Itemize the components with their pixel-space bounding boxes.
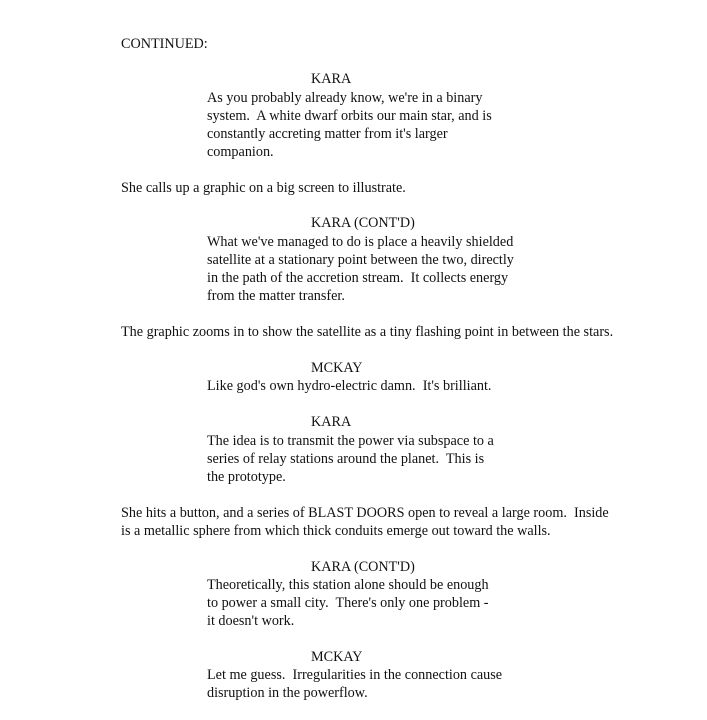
dialogue-line: in the path of the accretion stream. It collects energy (207, 270, 509, 286)
dialogue-line: What we've managed to do is place a heavily shielded (207, 234, 514, 250)
dialogue-line: the prototype. (207, 469, 286, 485)
action-line: She hits a button, and a series of BLAST DOORS open to reveal a large room. Inside (121, 505, 609, 521)
character-name: KARA (CONT'D) (311, 215, 415, 231)
character-name: KARA (311, 71, 352, 87)
dialogue-line: constantly accreting matter from it's larger (207, 126, 448, 142)
dialogue-line: Let me guess. Irregularities in the connection cause (207, 667, 503, 683)
page-continued-header: CONTINUED: (121, 36, 208, 52)
dialogue-line: Like god's own hydro-electric damn. It's brilliant. (207, 378, 492, 394)
dialogue-line: companion. (207, 144, 274, 160)
action-line: is a metallic sphere from which thick conduits emerge out toward the walls. (121, 523, 551, 539)
dialogue-line: The idea is to transmit the power via subspace to a (207, 433, 494, 449)
dialogue-line: series of relay stations around the planet. This is (207, 451, 485, 467)
dialogue-line: Theoretically, this station alone should be enough (207, 577, 489, 593)
dialogue-line: to power a small city. There's only one problem - (207, 595, 489, 611)
dialogue-line: satellite at a stationary point between the two, directly (207, 252, 514, 268)
action-line: The graphic zooms in to show the satellite as a tiny flashing point in between the stars. (121, 324, 614, 340)
dialogue-line: disruption in the powerflow. (207, 685, 368, 701)
character-name: MCKAY (311, 649, 363, 665)
action-line: She calls up a graphic on a big screen to illustrate. (121, 180, 406, 196)
character-name: MCKAY (311, 360, 363, 376)
dialogue-line: As you probably already know, we're in a binary (207, 90, 483, 106)
character-name: KARA (CONT'D) (311, 559, 415, 575)
dialogue-line: system. A white dwarf orbits our main star, and is (207, 108, 492, 124)
character-name: KARA (311, 414, 352, 430)
dialogue-line: it doesn't work. (207, 613, 295, 629)
dialogue-line: from the matter transfer. (207, 288, 345, 304)
